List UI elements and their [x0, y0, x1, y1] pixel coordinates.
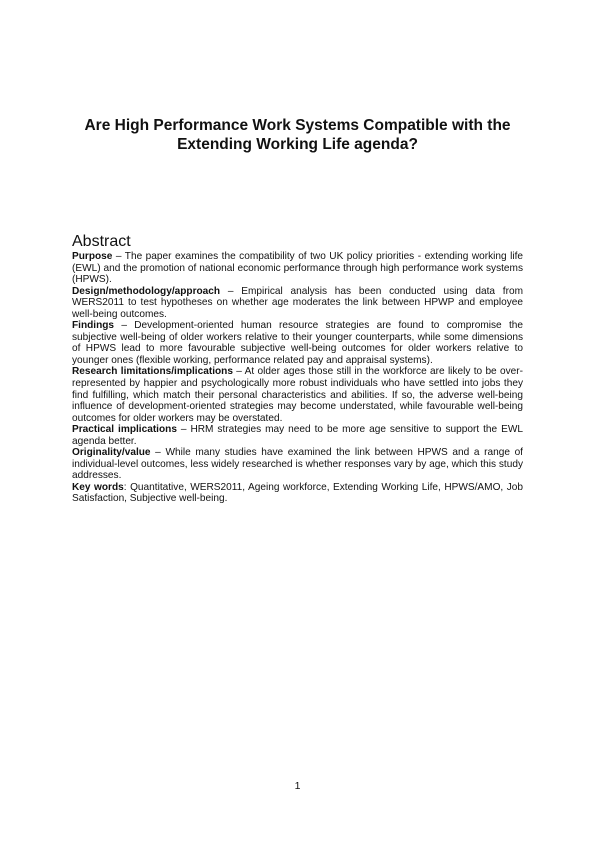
abstract-body — [72, 251, 523, 505]
section-text: – At older ages those still in the workforce are likely to be over-represented by happier and psychologically more robust individuals who have settled into jobs they find fulfilling, which match their personal characteristics and abilities. If so, the adverse well-being influence of development-oriented strategies may become understated, while favourable well-being outcomes for older workers may be overstated. — [72, 366, 523, 424]
section-text: – Empirical analysis has been conducted using data from WERS2011 to test hypotheses on whether age moderates the link between HPWP and employee well-being outcomes. — [72, 285, 523, 320]
abstract-section-limitations — [72, 366, 523, 424]
paper-title: Are High Performance Work Systems Compatible with the Extending Working Life agenda? — [84, 117, 511, 153]
abstract-section-design — [72, 286, 523, 321]
section-text: – Development-oriented human resource strategies are found to compromise the subjective well-being of older workers relative to their younger counterparts, while some dimensions of HPWS lead to more favourable subjective well-being outcomes for older workers relative to younger ones (flexible working, performance related pay and appraisal systems). — [72, 320, 523, 366]
abstract-heading: Abstract — [72, 233, 131, 250]
page-number: 1 — [294, 780, 301, 792]
section-label: Design/methodology/approach — [72, 285, 221, 297]
section-label: Purpose — [72, 251, 113, 262]
section-label: Research limitations/implications — [72, 366, 233, 378]
abstract-section-purpose — [72, 251, 523, 286]
section-label: Originality/value — [72, 447, 151, 459]
section-label: Key words — [72, 481, 124, 493]
section-text: : Quantitative, WERS2011, Ageing workforce, Extending Working Life, HPWS/AMO, Job Satisfaction, Subjective well-being. — [72, 481, 524, 505]
abstract-section-keywords — [72, 482, 523, 505]
section-text: – The paper examines the compatibility of two UK policy priorities - extending working life (EWL) and the promotion of national economic performance through high performance work systems (HPWS). — [72, 251, 523, 286]
abstract-section-originality — [72, 447, 523, 482]
abstract-section-findings — [72, 320, 523, 366]
abstract-section-practical — [72, 424, 523, 447]
section-text: – HRM strategies may need to be more age sensitive to support the EWL agenda better. — [72, 424, 523, 447]
section-label: Findings — [72, 320, 115, 332]
section-text: – While many studies have examined the link between HPWS and a range of individual-level outcomes, less widely researched is whether responses vary by age, which this study addresses. — [72, 447, 523, 482]
section-label: Practical implications — [72, 424, 177, 436]
